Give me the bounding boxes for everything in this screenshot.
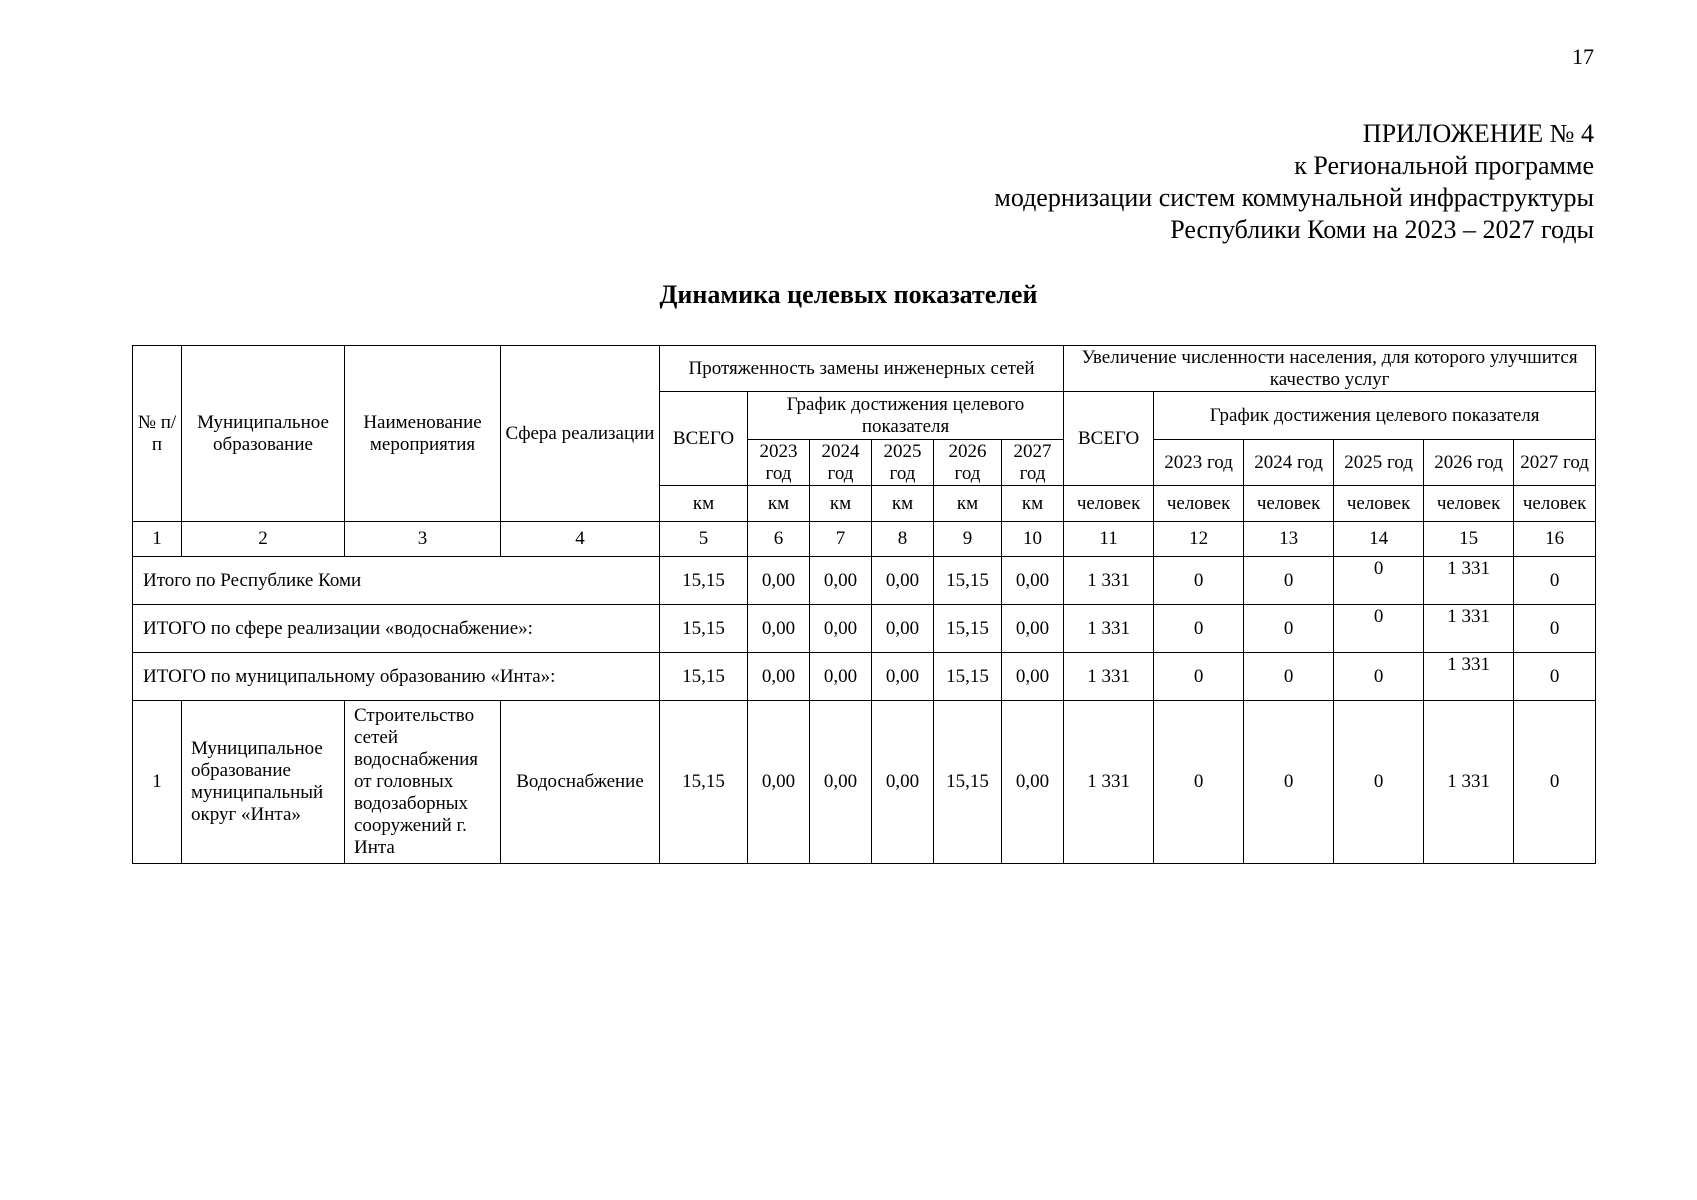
- table-cell: 0,00: [748, 557, 810, 605]
- column-number: 9: [934, 522, 1002, 557]
- total-row-republic: [133, 557, 1596, 605]
- table-cell: 0,00: [748, 605, 810, 653]
- table-cell: 1 331: [1064, 653, 1154, 701]
- table-cell: 0: [1244, 653, 1334, 701]
- table-cell: 0: [1244, 557, 1334, 605]
- header-event: Наименование мероприятия: [345, 346, 501, 522]
- header-year: 2027 год: [1514, 440, 1596, 486]
- column-number: 11: [1064, 522, 1154, 557]
- header-schedule-km: График достижения целевого показателя: [748, 392, 1064, 440]
- column-number: 2: [182, 522, 345, 557]
- header-total-km: ВСЕГО: [660, 392, 748, 486]
- unit-cell: человек: [1334, 486, 1424, 522]
- unit-cell: км: [810, 486, 872, 522]
- column-number: 1: [133, 522, 182, 557]
- header-sphere: Сфера реализации: [501, 346, 660, 522]
- column-number: 16: [1514, 522, 1596, 557]
- municipality-cell: Муниципальное образование муниципальный округ «Инта»: [182, 701, 345, 864]
- table-cell: 0,00: [748, 701, 810, 864]
- header-group-population: Увеличение численности населения, для которого улучшится качество услуг: [1064, 346, 1596, 392]
- table-cell: 0: [1154, 557, 1244, 605]
- header-year: 2025 год: [1334, 440, 1424, 486]
- table-cell: 15,15: [934, 557, 1002, 605]
- total-row-sphere: [133, 605, 1596, 653]
- table-cell: 0: [1154, 653, 1244, 701]
- sphere-cell: Водоснабжение: [501, 701, 660, 864]
- table-cell: 1 331: [1424, 653, 1514, 701]
- table-cell: 15,15: [934, 653, 1002, 701]
- unit-cell: км: [934, 486, 1002, 522]
- column-number: 6: [748, 522, 810, 557]
- header-year: 2026 год: [934, 440, 1002, 486]
- header-total-people: ВСЕГО: [1064, 392, 1154, 486]
- table-cell: 0: [1514, 557, 1596, 605]
- header-group-networks: Протяженность замены инженерных сетей: [660, 346, 1064, 392]
- table-cell: 0: [1244, 605, 1334, 653]
- header-year: 2026 год: [1424, 440, 1514, 486]
- table-cell: 0,00: [872, 701, 934, 864]
- table-cell: 0,00: [810, 557, 872, 605]
- header-year: 2023 год: [748, 440, 810, 486]
- unit-cell: км: [748, 486, 810, 522]
- header-year: 2024 год: [810, 440, 872, 486]
- target-indicators-table: [132, 345, 1596, 864]
- column-number: 3: [345, 522, 501, 557]
- total-row-label: Итого по Республике Коми: [133, 557, 660, 605]
- table-cell: 15,15: [660, 653, 748, 701]
- unit-cell: человек: [1244, 486, 1334, 522]
- table-cell: 15,15: [934, 605, 1002, 653]
- table-cell: 1 331: [1064, 605, 1154, 653]
- total-row-label: ИТОГО по сфере реализации «водоснабжение»:: [133, 605, 660, 653]
- row-number: 1: [133, 701, 182, 864]
- column-number-row: [133, 522, 1596, 557]
- table-cell: 0,00: [1002, 605, 1064, 653]
- header-year: 2027 год: [1002, 440, 1064, 486]
- table-cell: 0: [1334, 653, 1424, 701]
- table-cell: 15,15: [660, 557, 748, 605]
- column-number: 14: [1334, 522, 1424, 557]
- table-cell: 15,15: [934, 701, 1002, 864]
- table-cell: 1 331: [1424, 605, 1514, 653]
- table-cell: 0,00: [1002, 701, 1064, 864]
- table-cell: 0,00: [1002, 557, 1064, 605]
- unit-cell: человек: [1424, 486, 1514, 522]
- table-cell: 1 331: [1424, 701, 1514, 864]
- unit-cell: км: [872, 486, 934, 522]
- document-title: Динамика целевых показателей: [659, 280, 1038, 309]
- column-number: 12: [1154, 522, 1244, 557]
- appendix-line: Республики Коми на 2023 – 2027 годы: [1170, 215, 1594, 244]
- header-schedule-people: График достижения целевого показателя: [1154, 392, 1596, 440]
- unit-cell: человек: [1154, 486, 1244, 522]
- table-cell: 0,00: [748, 653, 810, 701]
- appendix-header: [694, 118, 1594, 246]
- header-municipality: Муниципальное образование: [182, 346, 345, 522]
- table-cell: 1 331: [1064, 701, 1154, 864]
- header-year: 2023 год: [1154, 440, 1244, 486]
- event-cell: Строительство сетей водоснабжения от головных водозаборных сооружений г. Инта: [345, 701, 501, 864]
- header-year: 2025 год: [872, 440, 934, 486]
- column-number: 13: [1244, 522, 1334, 557]
- table-cell: 0: [1334, 557, 1424, 605]
- table-cell: 0,00: [872, 605, 934, 653]
- header-num: № п/п: [133, 346, 182, 522]
- table-cell: 0: [1244, 701, 1334, 864]
- total-row-label: ИТОГО по муниципальному образованию «Инта»:: [133, 653, 660, 701]
- unit-cell: км: [660, 486, 748, 522]
- appendix-line: к Региональной программе: [1294, 151, 1594, 180]
- table-cell: 1 331: [1064, 557, 1154, 605]
- table-cell: 0: [1154, 701, 1244, 864]
- column-number: 15: [1424, 522, 1514, 557]
- column-number: 4: [501, 522, 660, 557]
- table-cell: 0,00: [872, 653, 934, 701]
- column-number: 7: [810, 522, 872, 557]
- table-cell: 0: [1514, 605, 1596, 653]
- column-number: 8: [872, 522, 934, 557]
- header-year: 2024 год: [1244, 440, 1334, 486]
- table-cell: 0,00: [1002, 653, 1064, 701]
- page-number: 17: [1572, 44, 1594, 69]
- table-cell: 15,15: [660, 701, 748, 864]
- unit-cell: человек: [1514, 486, 1596, 522]
- table-cell: 0,00: [872, 557, 934, 605]
- table-cell: 0: [1334, 605, 1424, 653]
- total-row-municipality: [133, 653, 1596, 701]
- table-cell: 0,00: [810, 701, 872, 864]
- table-cell: 0: [1514, 653, 1596, 701]
- table-cell: 0,00: [810, 605, 872, 653]
- table-cell: 15,15: [660, 605, 748, 653]
- table-cell: 0,00: [810, 653, 872, 701]
- appendix-line: ПРИЛОЖЕНИЕ № 4: [1362, 119, 1594, 148]
- table-cell: 0: [1514, 701, 1596, 864]
- unit-cell: человек: [1064, 486, 1154, 522]
- table-cell: 0: [1334, 701, 1424, 864]
- table-cell: 0: [1154, 605, 1244, 653]
- column-number: 10: [1002, 522, 1064, 557]
- unit-cell: км: [1002, 486, 1064, 522]
- header-row: [133, 346, 1596, 392]
- table-cell: 1 331: [1424, 557, 1514, 605]
- column-number: 5: [660, 522, 748, 557]
- table-row: [133, 701, 1596, 864]
- appendix-line: модернизации систем коммунальной инфраструктуры: [994, 183, 1594, 212]
